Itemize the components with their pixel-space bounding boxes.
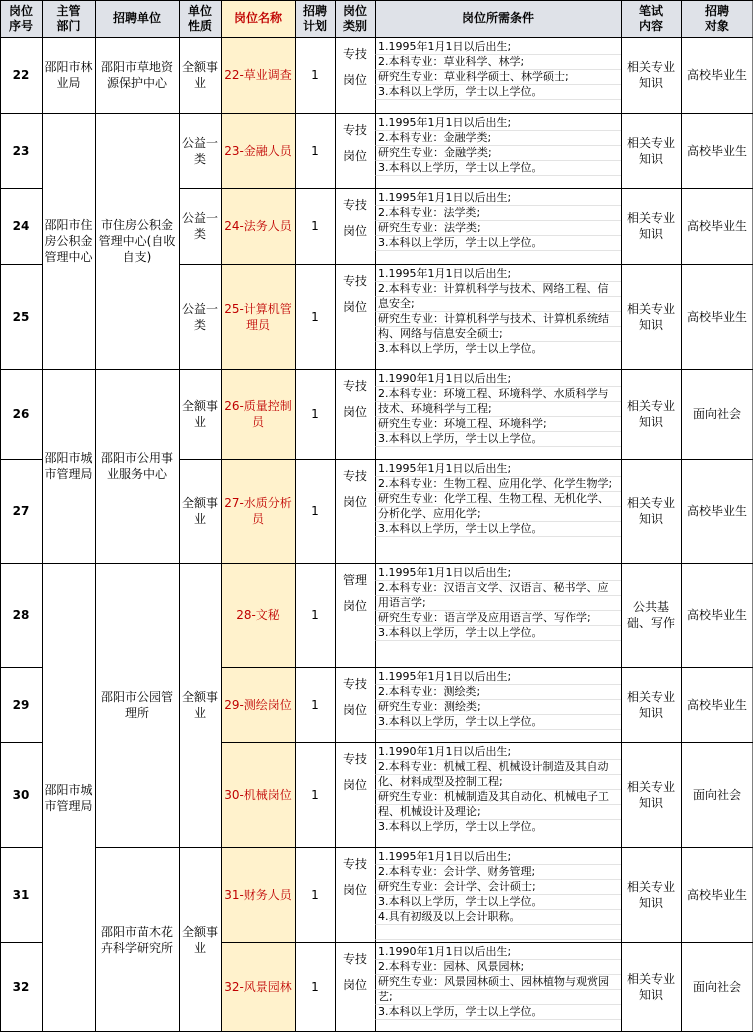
plan-count: 1	[311, 980, 319, 994]
header-nature: 单位 性质	[179, 0, 221, 37]
requirement-line: 3.本科以上学历，学士以上学位。	[378, 342, 543, 355]
requirement-line: 研究生专业：机械制造及其自动化、机械电子工程、机械设计及理论;	[378, 790, 609, 818]
position-type-line: 专技	[342, 857, 367, 871]
recruit-target: 高校毕业生	[686, 68, 747, 82]
header-req: 岗位所需条件	[375, 0, 621, 37]
nature-cell: 全额事业	[181, 399, 218, 429]
position-type-line: 岗位	[342, 149, 367, 163]
requirement-line: 3.本科以上学历，学士以上学位。	[378, 236, 543, 249]
unit-cell: 邵阳市公园管理所	[100, 690, 173, 720]
exam-content: 相关专业知识	[626, 135, 675, 166]
requirement-line: 2.本科专业：环境工程、环境科学、水质科学与技术、环境科学与工程;	[378, 387, 609, 415]
plan-count: 1	[311, 309, 319, 324]
plan-count: 1	[311, 887, 319, 902]
nature-cell: 公益一类	[181, 135, 218, 166]
requirement-line: 研究生专业：风景园林硕士、园林植物与观赏园艺;	[378, 975, 609, 1003]
header-name: 岗位名称	[221, 0, 295, 37]
position-type-line: 岗位	[342, 224, 367, 238]
requirement-line: 3.本科以上学历，学士以上学位。	[378, 522, 543, 535]
nature-cell: 全额事业	[181, 60, 218, 90]
requirement-line: 1.1995年1月1日以后出生;	[378, 40, 512, 53]
plan-count: 1	[311, 608, 319, 622]
requirement-line: 研究生专业：金融学类;	[378, 146, 492, 159]
header-plan: 招聘 计划	[295, 0, 335, 37]
requirement-line: 3.本科以上学历，学士以上学位。	[378, 715, 543, 728]
requirement-line: 4.具有初级及以上会计职称。	[378, 910, 521, 923]
nature-cell: 公益一类	[181, 211, 218, 241]
position-type-line: 专技	[342, 274, 367, 288]
position-type-line: 岗位	[342, 300, 367, 314]
requirement-line: 3.本科以上学历，学士以上学位。	[378, 85, 543, 98]
requirement-line: 研究生专业：会计学、会计硕士;	[378, 880, 536, 893]
requirement-line: 1.1995年1月1日以后出生;	[378, 267, 512, 280]
requirement-line: 2.本科专业：园林、风景园林;	[378, 960, 525, 973]
position-name: 23-金融人员	[221, 113, 295, 188]
position-name: 26-质量控制员	[221, 369, 295, 459]
nature-cell: 公益一类	[181, 301, 218, 332]
seq-cell: 28	[12, 608, 30, 622]
requirement-line: 2.本科专业：金融学类;	[378, 131, 492, 144]
exam-content: 相关专业知识	[626, 60, 675, 90]
requirement-line: 1.1990年1月1日以后出生;	[378, 372, 512, 385]
exam-content: 相关专业知识	[626, 689, 675, 720]
exam-content: 相关专业知识	[626, 972, 675, 1002]
requirement-line: 2.本科专业：汉语言文学、汉语言、秘书学、应用语言学;	[378, 581, 609, 609]
requirement-line: 3.本科以上学历，学士以上学位。	[378, 161, 543, 174]
requirement-line: 2.本科专业：机械工程、机械设计制造及其自动化、材料成型及控制工程;	[378, 760, 609, 788]
exam-content: 相关专业知识	[626, 399, 675, 429]
recruit-target: 高校毕业生	[686, 608, 747, 622]
position-name: 29-测绘岗位	[221, 667, 295, 742]
recruit-target: 高校毕业生	[686, 504, 747, 518]
seq-cell: 25	[12, 309, 30, 324]
requirement-line: 2.本科专业：计算机科学与技术、网络工程、信息安全;	[378, 282, 609, 310]
unit-cell: 邵阳市苗木花卉科学研究所	[100, 924, 173, 955]
position-type-line: 专技	[342, 469, 367, 483]
exam-content: 相关专业知识	[626, 879, 675, 910]
requirement-line: 1.1995年1月1日以后出生;	[378, 116, 512, 129]
requirement-line: 2.本科专业：会计学、财务管理;	[378, 865, 536, 878]
requirement-line: 3.本科以上学历，学士以上学位。	[378, 432, 543, 445]
requirement-line: 1.1990年1月1日以后出生;	[378, 745, 512, 758]
requirement-line: 2.本科专业：测绘类;	[378, 685, 481, 698]
requirement-line: 研究生专业：法学类;	[378, 221, 481, 234]
exam-content: 相关专业知识	[626, 779, 675, 810]
dept-cell: 邵阳市林业局	[44, 60, 93, 90]
exam-content: 相关专业知识	[626, 211, 675, 241]
requirement-line: 1.1995年1月1日以后出生;	[378, 850, 512, 863]
exam-content: 相关专业知识	[626, 496, 675, 526]
seq-cell: 29	[12, 697, 30, 712]
position-type-line: 专技	[342, 379, 367, 393]
exam-content: 公共基础、写作	[626, 600, 675, 630]
dept-cell: 邵阳市城市管理局	[44, 782, 93, 813]
position-type-line: 管理	[342, 573, 367, 587]
dept-cell: 邵阳市城市管理局	[44, 451, 93, 481]
requirement-line: 2.本科专业：草业科学、林学;	[378, 55, 525, 68]
unit-cell: 市住房公积金管理中心(自收自支)	[98, 218, 176, 264]
position-name: 22-草业调查	[221, 37, 295, 113]
requirement-line: 1.1995年1月1日以后出生;	[378, 670, 512, 683]
requirement-line: 研究生专业：化学工程、生物工程、无机化学、分析化学、应用化学;	[378, 492, 609, 520]
requirement-line: 研究生专业：测绘类;	[378, 700, 481, 713]
seq-cell: 27	[12, 504, 30, 518]
position-type-line: 岗位	[342, 73, 367, 87]
requirement-line: 研究生专业：计算机科学与技术、计算机系统结构、网络与信息安全硕士;	[378, 312, 609, 340]
requirement-line: 3.本科以上学历，学士以上学位。	[378, 895, 543, 908]
position-type-line: 专技	[342, 952, 367, 966]
position-name: 30-机械岗位	[221, 742, 295, 847]
unit-cell: 邵阳市公用事业服务中心	[100, 451, 173, 481]
seq-cell: 23	[12, 143, 30, 158]
position-type-line: 岗位	[342, 883, 367, 897]
header-exam: 笔试 内容	[621, 0, 681, 37]
position-name: 28-文秘	[221, 563, 295, 667]
position-name: 25-计算机管理员	[221, 264, 295, 369]
position-type-line: 专技	[342, 752, 367, 766]
requirement-line: 2.本科专业：法学类;	[378, 206, 481, 219]
recruit-target: 高校毕业生	[686, 887, 747, 902]
header-dept: 主管 部门	[42, 0, 95, 37]
position-type-line: 岗位	[342, 703, 367, 717]
seq-cell: 30	[12, 787, 30, 802]
nature-cell: 全额事业	[181, 690, 218, 720]
position-name: 24-法务人员	[221, 188, 295, 264]
recruit-target: 高校毕业生	[686, 309, 747, 324]
plan-count: 1	[311, 697, 319, 712]
position-type-line: 专技	[342, 198, 367, 212]
plan-count: 1	[311, 143, 319, 158]
plan-count: 1	[311, 219, 319, 233]
plan-count: 1	[311, 504, 319, 518]
header-type: 岗位 类别	[335, 0, 375, 37]
requirement-line: 2.本科专业：生物工程、应用化学、化学生物学;	[378, 477, 613, 490]
position-type-line: 专技	[342, 47, 367, 61]
requirement-line: 3.本科以上学历，学士以上学位。	[378, 626, 543, 639]
requirement-line: 1.1995年1月1日以后出生;	[378, 191, 512, 204]
position-type-line: 岗位	[342, 599, 367, 613]
position-name: 31-财务人员	[221, 847, 295, 942]
recruit-target: 面向社会	[692, 980, 741, 994]
seq-cell: 32	[12, 980, 30, 994]
position-type-line: 岗位	[342, 495, 367, 509]
requirement-line: 3.本科以上学历，学士以上学位。	[378, 1005, 543, 1018]
exam-content: 相关专业知识	[626, 301, 675, 332]
seq-cell: 31	[12, 887, 30, 902]
requirement-line: 1.1995年1月1日以后出生;	[378, 462, 512, 475]
unit-cell: 邵阳市草地资源保护中心	[100, 60, 173, 90]
plan-count: 1	[311, 68, 319, 82]
nature-cell: 全额事业	[181, 496, 218, 526]
seq-cell: 26	[12, 407, 30, 421]
position-type-line: 专技	[342, 677, 367, 691]
requirement-line: 3.本科以上学历，学士以上学位。	[378, 820, 543, 833]
recruit-target: 高校毕业生	[686, 219, 747, 233]
position-name: 27-水质分析员	[221, 459, 295, 563]
position-type-line: 岗位	[342, 405, 367, 419]
requirement-line: 研究生专业：环境工程、环境科学;	[378, 417, 547, 430]
seq-cell: 24	[12, 219, 30, 233]
position-name: 32-风景园林	[221, 942, 295, 1032]
requirement-line: 研究生专业：语言学及应用语言学、写作学;	[378, 611, 591, 624]
seq-cell: 22	[12, 68, 30, 82]
position-type-line: 专技	[342, 123, 367, 137]
requirement-line: 1.1990年1月1日以后出生;	[378, 945, 512, 958]
recruit-target: 面向社会	[692, 787, 741, 802]
header-seq: 岗位 序号	[0, 0, 42, 37]
position-type-line: 岗位	[342, 778, 367, 792]
plan-count: 1	[311, 787, 319, 802]
header-target: 招聘 对象	[681, 0, 753, 37]
requirement-line: 1.1995年1月1日以后出生;	[378, 566, 512, 579]
recruit-target: 高校毕业生	[686, 143, 747, 158]
plan-count: 1	[311, 407, 319, 421]
nature-cell: 全额事业	[181, 924, 218, 955]
recruit-target: 高校毕业生	[686, 697, 747, 712]
header-unit: 招聘单位	[95, 0, 179, 37]
position-type-line: 岗位	[342, 978, 367, 992]
requirement-line: 研究生专业：草业科学硕士、林学硕士;	[378, 70, 569, 83]
dept-cell: 邵阳市住房公积金管理中心	[44, 218, 93, 264]
recruit-target: 面向社会	[692, 407, 741, 421]
